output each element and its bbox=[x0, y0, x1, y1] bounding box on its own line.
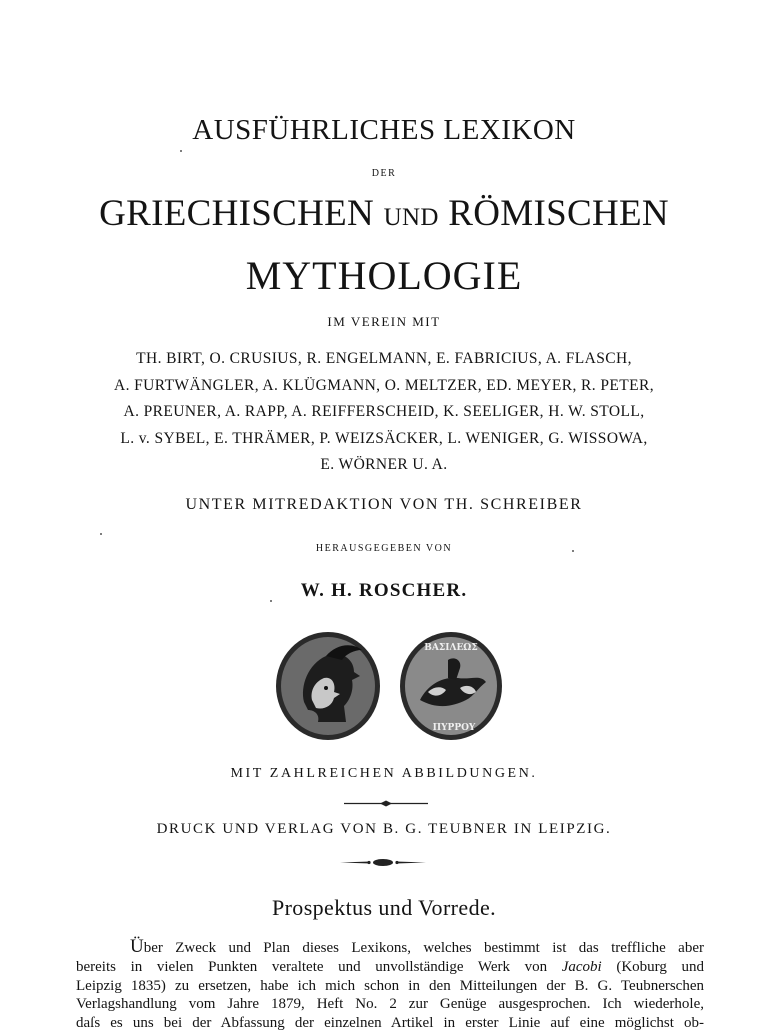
ornamental-rule bbox=[340, 858, 426, 867]
coin-legend-top: ΒΑΣΙΛΕΩΣ bbox=[424, 643, 478, 653]
coin-legend-bottom: ΠΥΡΡΟΥ bbox=[432, 723, 476, 733]
title-griechischen: GRIECHISCHEN bbox=[99, 193, 375, 234]
coin-illustrations bbox=[0, 630, 768, 750]
title-roemischen: RÖMISCHEN bbox=[448, 193, 669, 234]
helmeted-head-coin-icon bbox=[274, 630, 382, 742]
text-line: Leipzig 1835) zu ersetzen, habe ich mich schon in den Mitteilungen der B. G. Teubnerschen bbox=[76, 977, 704, 994]
text-line bbox=[76, 938, 704, 958]
co-editor-line: UNTER MITREDAKTION VON TH. SCHREIBER bbox=[185, 496, 583, 513]
section-title: Prospektus und Vorrede. bbox=[271, 895, 497, 920]
collaborator-row: TH. BIRT, O. CRUSIUS, R. ENGELMANN, E. FABRICIUS, A. FLASCH, bbox=[136, 350, 632, 367]
text-segment: (Koburg und bbox=[601, 958, 704, 975]
collaborator-row: L. v. SYBEL, E. THRÄMER, P. WEIZSÄCKER, L. WENIGER, G. WISSOWA, bbox=[120, 429, 648, 447]
editor-label: HERAUSGEGEBEN VON bbox=[315, 543, 453, 554]
title-line-3: MYTHOLOGIE bbox=[245, 253, 523, 298]
title-und: UND bbox=[383, 204, 439, 231]
text-segment: bereits in vielen Punkten veraltete und unvollständige Werk von bbox=[76, 958, 562, 975]
paper-speck bbox=[572, 550, 574, 552]
paper-speck bbox=[180, 150, 182, 152]
paper-speck bbox=[270, 600, 272, 602]
initial-letter: Ü bbox=[130, 936, 144, 957]
paper-speck bbox=[100, 533, 102, 535]
text-line: daſs es uns bei der Abfassung der einzelnen Artikel in erster Linie auf eine möglichst ob- bbox=[76, 1015, 704, 1032]
title-line-2 bbox=[0, 192, 768, 235]
text-line: Verlagshandlung vom Jahre 1879, Heft No. 2 zur Genüge ausgesprochen. Ich wiederhole, bbox=[76, 996, 704, 1013]
collaborator-row: A. FURTWÄNGLER, A. KLÜGMANN, O. MELTZER, ED. MEYER, R. PETER, bbox=[114, 376, 654, 394]
title-line-1: AUSFÜHRLICHES LEXIKON bbox=[192, 114, 576, 146]
author-name: Jacobi bbox=[561, 958, 602, 975]
collaborator-row: E. WÖRNER U. A. bbox=[320, 456, 448, 473]
illustrations-note: MIT ZAHLREICHEN ABBILDUNGEN. bbox=[230, 766, 538, 781]
collaboration-intro: IM VEREIN MIT bbox=[327, 314, 441, 329]
collaborator-list bbox=[0, 346, 768, 479]
editor-name: W. H. ROSCHER. bbox=[300, 580, 468, 601]
preface-text bbox=[76, 938, 704, 1033]
text-segment: ber Zweck und Plan dieses Lexikons, welches bestimmt ist das treffliche aber bbox=[143, 940, 704, 956]
publisher-line: DRUCK UND VERLAG VON B. G. TEUBNER IN LEIPZIG. bbox=[156, 821, 612, 837]
title-der: DER bbox=[371, 168, 397, 179]
text-line bbox=[76, 958, 704, 977]
ornamental-rule bbox=[344, 800, 428, 807]
chariot-coin-icon bbox=[398, 630, 504, 742]
collaborator-row: A. PREUNER, A. RAPP, A. REIFFERSCHEID, K. SEELIGER, H. W. STOLL, bbox=[123, 403, 645, 420]
